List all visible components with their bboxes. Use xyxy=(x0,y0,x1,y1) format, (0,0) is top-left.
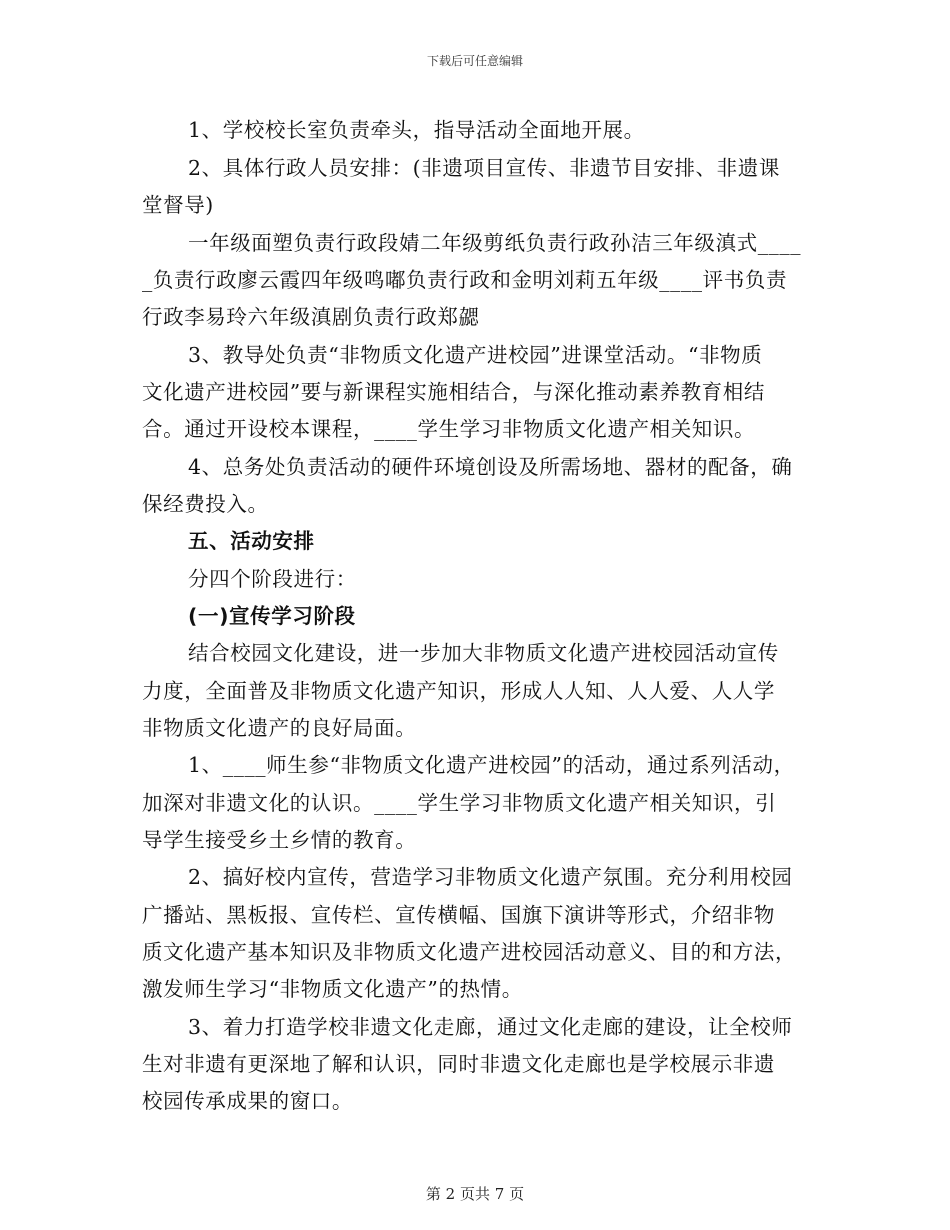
paragraph-line: 分四个阶段进行： xyxy=(188,567,357,591)
paragraph-line: 结合校园文化建设，进一步加大非物质文化遗产进校园活动宣传 xyxy=(188,641,779,665)
paragraph-line: 行政李易玲六年级滇剧负责行政郑勰 xyxy=(142,305,480,329)
paragraph-line: 2、搞好校内宣传，营造学习非物质文化遗产氛围。充分利用校园 xyxy=(188,865,793,889)
paragraph-line: 质文化遗产基本知识及非物质文化遗产进校园活动意义、目的和方法， xyxy=(142,940,797,964)
paragraph-line: _负责行政廖云霞四年级鸣嘟负责行政和金明刘莉五年级____评书负责 xyxy=(142,268,788,292)
paragraph-line: 3、教导处负责“非物质文化遗产进校园”进课堂活动。“非物质 xyxy=(188,343,763,367)
paragraph-line: 广播站、黑板报、宣传栏、宣传横幅、国旗下演讲等形式，介绍非物 xyxy=(142,903,775,927)
paragraph-line: 力度，全面普及非物质文化遗产知识，形成人人知、人人爱、人人学 xyxy=(142,679,775,703)
paragraph-line: 校园传承成果的窗口。 xyxy=(142,1089,353,1113)
paragraph-line: 保经费投入。 xyxy=(142,492,269,516)
paragraph-line: 加深对非遗文化的认识。____学生学习非物质文化遗产相关知识，引 xyxy=(142,791,777,815)
paragraph-line: 4、总务处负责活动的硬件环境创设及所需场地、器材的配备，确 xyxy=(188,455,793,479)
paragraph-line: 合。通过开设校本课程，____学生学习非物质文化遗产相关知识。 xyxy=(142,417,756,441)
paragraph-line: 1、____师生参“非物质文化遗产进校园”的活动，通过系列活动， xyxy=(188,753,795,777)
paragraph-line: 非物质文化遗产的良好局面。 xyxy=(142,716,417,740)
section-heading: 五、活动安排 xyxy=(188,529,315,553)
paragraph-line: 一年级面塑负责行政段婧二年级剪纸负责行政孙洁三年级滇式____ xyxy=(188,231,802,255)
paragraph-line: 1、学校校长室负责牵头，指导活动全面地开展。 xyxy=(188,118,645,142)
subsection-heading: (一)宣传学习阶段 xyxy=(188,604,356,628)
paragraph-line: 激发师生学习“非物质文化遗产”的热情。 xyxy=(142,977,523,1001)
paragraph-line: 生对非遗有更深地了解和认识，同时非遗文化走廊也是学校展示非遗 xyxy=(142,1052,775,1076)
page-header: 下载后可任意编辑 xyxy=(426,54,523,68)
paragraph-line: 堂督导) xyxy=(142,193,214,217)
paragraph-line: 2、具体行政人员安排：(非遗项目宣传、非遗节目安排、非遗课 xyxy=(188,156,780,180)
paragraph-line: 文化遗产进校园”要与新课程实施相结合，与深化推动素养教育相结 xyxy=(142,380,765,404)
paragraph-line: 3、着力打造学校非遗文化走廊，通过文化走廊的建设，让全校师 xyxy=(188,1015,793,1039)
page-footer: 第 2 页共 7 页 xyxy=(425,1185,525,1203)
paragraph-line: 导学生接受乡土乡情的教育。 xyxy=(142,828,417,852)
